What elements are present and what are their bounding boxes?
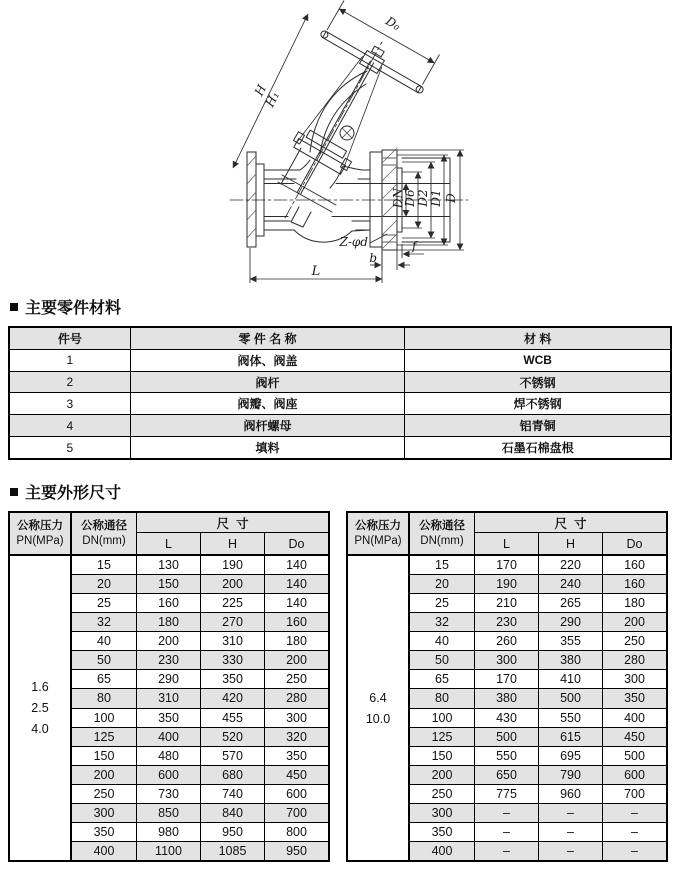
h-cell: 310: [201, 632, 265, 650]
dn-cell: 20: [72, 575, 137, 593]
dimension-labels: [251, 13, 458, 279]
dimension-row: [72, 689, 328, 708]
l-cell: 980: [137, 823, 201, 841]
size-column-header: L: [475, 533, 539, 554]
do-cell: 280: [286, 691, 307, 706]
do-cell: 350: [286, 748, 307, 763]
pressure-value: 4.0: [31, 722, 49, 736]
dn-header-unit: DN(mm): [82, 534, 126, 547]
l-cell: 230: [475, 613, 539, 631]
dn-cell: 20: [410, 575, 475, 593]
part-name-cell: 阀体、阀盖: [131, 350, 406, 371]
dimension-row: [72, 670, 328, 689]
pressure-header-unit: PN(MPa): [16, 534, 64, 547]
dn-header: [410, 513, 475, 554]
dn-cell: 200: [410, 766, 475, 784]
dimension-row: [72, 556, 328, 575]
l-cell: 230: [137, 651, 201, 669]
l-cell: –: [475, 842, 539, 860]
do-cell: 300: [286, 710, 307, 725]
dn-cell: 100: [72, 709, 137, 727]
pressure-column: [10, 513, 72, 860]
dimension-row: [410, 651, 666, 670]
dn-cell: 32: [410, 613, 475, 631]
dn-cell: 200: [72, 766, 137, 784]
h-cell: 420: [201, 689, 265, 707]
h-cell: 240: [539, 575, 603, 593]
dn-cell: 65: [72, 670, 137, 688]
parts-table-row: [10, 393, 670, 415]
do-cell: 450: [286, 767, 307, 782]
dimension-row: [410, 632, 666, 651]
dimension-row: [72, 785, 328, 804]
dn-cell: 400: [72, 842, 137, 860]
l-cell: 210: [475, 594, 539, 612]
h-cell: 265: [539, 594, 603, 612]
do-cell: 160: [624, 577, 645, 592]
l-cell: 350: [137, 709, 201, 727]
l-cell: 310: [137, 689, 201, 707]
parts-table-row: [10, 350, 670, 372]
dn-cell: 25: [72, 594, 137, 612]
h-cell: –: [539, 823, 603, 841]
h-cell: 1085: [201, 842, 265, 860]
dimension-row: [72, 823, 328, 842]
dimension-columns: [410, 513, 666, 860]
dn-cell: 250: [72, 785, 137, 803]
l-cell: 260: [475, 632, 539, 650]
dim-label-d1: D1: [429, 189, 443, 207]
dimension-row: [72, 766, 328, 785]
do-cell: 180: [286, 634, 307, 649]
dn-header-label: 公称通径: [419, 519, 465, 532]
dimension-table-header: [410, 513, 666, 556]
dn-header: [72, 513, 137, 554]
pressure-header-label: 公称压力: [17, 519, 63, 532]
part-no-cell: 1: [10, 350, 131, 371]
size-column-header: Do: [626, 536, 643, 551]
part-name-cell: 阀杆: [131, 372, 406, 393]
do-cell: 350: [624, 691, 645, 706]
do-cell: 140: [286, 558, 307, 573]
l-cell: 1100: [137, 842, 201, 860]
pressure-value: 1.6: [31, 680, 49, 694]
dimension-row: [72, 728, 328, 747]
h-cell: 350: [201, 670, 265, 688]
l-cell: 730: [137, 785, 201, 803]
l-cell: –: [475, 804, 539, 822]
h-cell: 520: [201, 728, 265, 746]
part-name-cell: 填料: [131, 437, 406, 458]
h-cell: 200: [201, 575, 265, 593]
dn-cell: 400: [410, 842, 475, 860]
dimension-row: [410, 728, 666, 747]
dimension-row: [72, 842, 328, 860]
section-title-dimensions: [10, 480, 121, 503]
header-part-no: 件号: [10, 328, 131, 349]
part-material-cell: 不锈钢: [519, 375, 556, 390]
size-header-title: 尺 寸: [137, 513, 328, 533]
dn-header-label: 公称通径: [81, 519, 127, 532]
h-cell: 680: [201, 766, 265, 784]
dimension-table-pn16-40: [8, 511, 330, 862]
do-cell: 500: [624, 748, 645, 763]
do-cell: 320: [286, 729, 307, 744]
dimension-row: [410, 670, 666, 689]
dimension-row: [410, 613, 666, 632]
size-column-headers: [475, 533, 666, 554]
h-cell: 290: [539, 613, 603, 631]
dim-label-dn: DN: [391, 187, 405, 209]
dimension-row: [410, 804, 666, 823]
dn-cell: 350: [72, 823, 137, 841]
dimension-row: [410, 689, 666, 708]
dimension-row: [410, 766, 666, 785]
dimension-row: [72, 804, 328, 823]
parts-material-table: [8, 326, 672, 460]
header-part-material: 材 料: [523, 331, 552, 346]
l-cell: 150: [137, 575, 201, 593]
l-cell: 550: [475, 747, 539, 765]
dim-label-d6: D6: [403, 189, 417, 207]
pressure-values: [348, 556, 408, 860]
do-cell: 160: [286, 615, 307, 630]
dimension-row: [72, 709, 328, 728]
l-cell: 190: [475, 575, 539, 593]
dimension-table-pn64-100: [346, 511, 668, 862]
do-cell: 800: [286, 824, 307, 839]
h-cell: 950: [201, 823, 265, 841]
h-cell: 500: [539, 689, 603, 707]
do-cell: 450: [624, 729, 645, 744]
dimension-row: [72, 747, 328, 766]
dim-label-z-phi-d: Z-φd: [339, 235, 368, 249]
dn-cell: 125: [410, 728, 475, 746]
dn-cell: 65: [410, 670, 475, 688]
do-cell: 300: [624, 672, 645, 687]
l-cell: 850: [137, 804, 201, 822]
dn-cell: 300: [72, 804, 137, 822]
h-cell: 790: [539, 766, 603, 784]
do-cell: 700: [286, 805, 307, 820]
pressure-header: [10, 513, 70, 556]
l-cell: 650: [475, 766, 539, 784]
size-column-headers: [137, 533, 328, 554]
pressure-values: [10, 556, 70, 860]
part-name-cell: 阀杆螺母: [131, 415, 406, 436]
section-title-text: 主要外形尺寸: [25, 485, 122, 502]
h-cell: –: [539, 804, 603, 822]
part-no-cell: 5: [10, 437, 131, 458]
dimension-row: [410, 747, 666, 766]
part-no-cell: 2: [10, 372, 131, 393]
dim-label-b: b: [369, 251, 377, 265]
l-cell: 170: [475, 670, 539, 688]
dn-cell: 25: [410, 594, 475, 612]
h-cell: 740: [201, 785, 265, 803]
dimension-row: [72, 632, 328, 651]
dn-cell: 80: [410, 689, 475, 707]
part-no-cell: 3: [10, 393, 131, 414]
dimension-row: [410, 842, 666, 860]
dimension-row: [72, 594, 328, 613]
do-cell: –: [631, 843, 638, 858]
dn-cell: 125: [72, 728, 137, 746]
dn-cell: 50: [410, 651, 475, 669]
l-cell: 500: [475, 728, 539, 746]
dim-label-d0: D₀: [383, 13, 403, 34]
dimension-rows: [410, 556, 666, 860]
dimension-row: [72, 613, 328, 632]
dn-cell: 100: [410, 709, 475, 727]
pressure-header-unit: PN(MPa): [354, 534, 402, 547]
parts-table-row: [10, 437, 670, 458]
dim-label-d: D: [444, 193, 458, 203]
do-cell: 140: [286, 596, 307, 611]
pressure-value: 10.0: [365, 711, 391, 726]
do-cell: 180: [624, 596, 645, 611]
dn-cell: 350: [410, 823, 475, 841]
pressure-header-label: 公称压力: [355, 519, 401, 532]
dimension-rows: [72, 556, 328, 860]
dn-cell: 300: [410, 804, 475, 822]
dim-label-d2: D2: [416, 189, 430, 207]
l-cell: 170: [475, 556, 539, 574]
l-cell: 200: [137, 632, 201, 650]
h-cell: 330: [201, 651, 265, 669]
parts-table-row: [10, 372, 670, 394]
l-cell: 180: [137, 613, 201, 631]
pressure-header: [348, 513, 408, 556]
l-cell: 380: [475, 689, 539, 707]
h-cell: 455: [201, 709, 265, 727]
part-material-cell: 焊不锈钢: [513, 397, 562, 412]
h-cell: 410: [539, 670, 603, 688]
dn-cell: 15: [72, 556, 137, 574]
section-title-materials: [10, 295, 121, 318]
dn-cell: 150: [72, 747, 137, 765]
l-cell: 430: [475, 709, 539, 727]
dn-cell: 40: [72, 632, 137, 650]
do-cell: –: [631, 824, 638, 839]
size-column-header: H: [201, 533, 265, 554]
pressure-column: [348, 513, 410, 860]
do-cell: –: [631, 805, 638, 820]
do-cell: 250: [286, 672, 307, 687]
part-material-cell: 铝青铜: [519, 419, 556, 434]
l-cell: 160: [137, 594, 201, 612]
header-part-name: 零 件 名 称: [131, 328, 406, 349]
do-cell: 140: [286, 577, 307, 592]
dim-label-h: H: [251, 82, 269, 99]
section-bullet-icon: [10, 303, 18, 311]
do-cell: 160: [624, 558, 645, 573]
l-cell: 775: [475, 785, 539, 803]
do-cell: 200: [624, 615, 645, 630]
dimension-row: [410, 556, 666, 575]
h-cell: 380: [539, 651, 603, 669]
h-cell: 695: [539, 747, 603, 765]
h-cell: 570: [201, 747, 265, 765]
do-cell: 250: [624, 634, 645, 649]
do-cell: 400: [624, 710, 645, 725]
do-cell: 200: [286, 653, 307, 668]
pressure-value: 2.5: [31, 701, 49, 715]
section-bullet-icon: [10, 488, 18, 496]
do-cell: 280: [624, 653, 645, 668]
h-cell: 840: [201, 804, 265, 822]
h-cell: 225: [201, 594, 265, 612]
l-cell: 480: [137, 747, 201, 765]
size-column-header: Do: [288, 536, 305, 551]
do-cell: 950: [286, 843, 307, 858]
dimension-row: [410, 709, 666, 728]
dim-label-l: L: [311, 264, 321, 279]
dn-cell: 80: [72, 689, 137, 707]
dimension-row: [410, 575, 666, 594]
l-cell: 130: [137, 556, 201, 574]
valve-body-outline: [230, 31, 468, 250]
part-no-cell: 4: [10, 415, 131, 436]
h-cell: 190: [201, 556, 265, 574]
do-cell: 600: [286, 786, 307, 801]
dim-label-f: f: [412, 239, 417, 253]
l-cell: 600: [137, 766, 201, 784]
dimension-row: [72, 575, 328, 594]
l-cell: 400: [137, 728, 201, 746]
h-cell: 220: [539, 556, 603, 574]
dimension-row: [72, 651, 328, 670]
do-cell: 700: [624, 786, 645, 801]
dimension-table-header: [72, 513, 328, 556]
l-cell: 290: [137, 670, 201, 688]
part-material-cell: 石墨石棉盘根: [501, 441, 574, 456]
dimension-row: [410, 594, 666, 613]
parts-table-header-row: [10, 328, 670, 350]
dimension-row: [410, 823, 666, 842]
dn-cell: 15: [410, 556, 475, 574]
part-material-cell: WCB: [523, 353, 552, 368]
dimension-columns: [72, 513, 328, 860]
pressure-value: 6.4: [369, 690, 387, 705]
h-cell: 270: [201, 613, 265, 631]
dn-cell: 150: [410, 747, 475, 765]
h-cell: 615: [539, 728, 603, 746]
size-header: [137, 513, 328, 554]
size-header-title: 尺 寸: [475, 513, 666, 533]
dn-cell: 32: [72, 613, 137, 631]
dn-cell: 250: [410, 785, 475, 803]
h-cell: –: [539, 842, 603, 860]
parts-table-row: [10, 415, 670, 437]
dn-cell: 40: [410, 632, 475, 650]
size-column-header: H: [539, 533, 603, 554]
do-cell: 600: [624, 767, 645, 782]
l-cell: –: [475, 823, 539, 841]
part-name-cell: 阀瓣、阀座: [131, 393, 406, 414]
h-cell: 550: [539, 709, 603, 727]
valve-technical-drawing: [0, 0, 680, 292]
dn-header-unit: DN(mm): [420, 534, 464, 547]
section-title-text: 主要零件材料: [25, 300, 122, 317]
size-header: [475, 513, 666, 554]
h-cell: 355: [539, 632, 603, 650]
dn-cell: 50: [72, 651, 137, 669]
dimension-row: [410, 785, 666, 804]
l-cell: 300: [475, 651, 539, 669]
dim-label-h1: H₁: [262, 89, 283, 110]
h-cell: 960: [539, 785, 603, 803]
size-column-header: L: [137, 533, 201, 554]
